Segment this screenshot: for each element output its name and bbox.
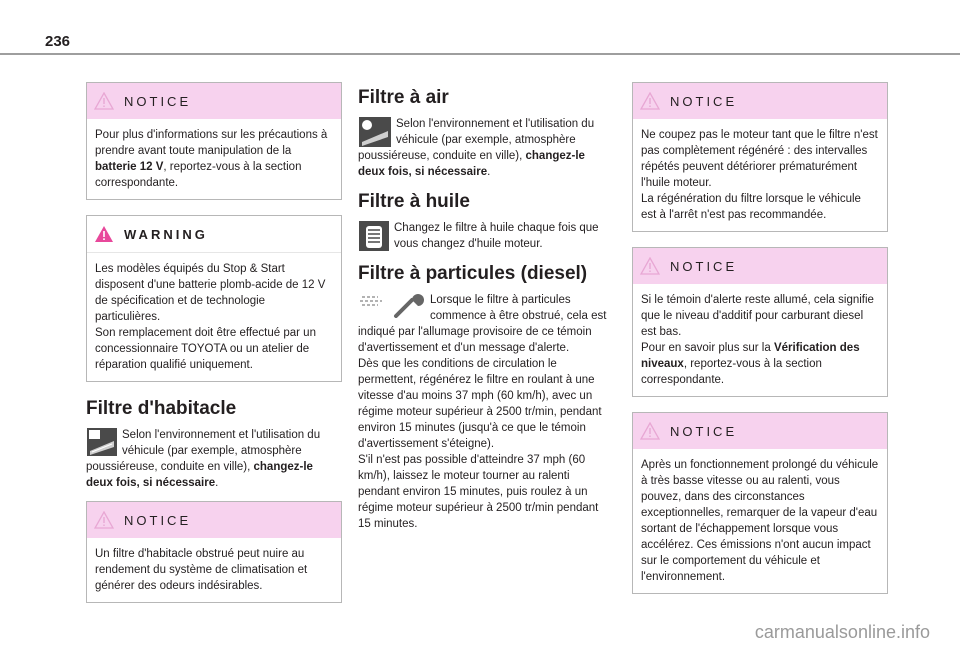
notice-body: Ne coupez pas le moteur tant que le filtre n'est pas complètement régénéré : des intervalles répétés peuvent détériorer prématurément l'huile moteur. La régénération du filtre lorsque le véhicule est à l'arrêt n'est pas recommandée. [641,129,878,221]
oil-filter-text: Changez le filtre à huile chaque fois que vous changez d'huile moteur. [358,220,614,252]
air-filter-text: Selon l'environnement et l'utilisation du véhicule (par exemple, atmosphère poussiéreuse, conduite en ville), changez-le deux fois, si nécessaire. [358,118,595,178]
warning-title: WARNING [124,226,208,242]
notice-body: Si le témoin d'alerte reste allumé, cela signifie que le niveau d'additif pour carburant diesel est bas. Pour en savoir plus sur la Vérification des niveaux, reportez-vous à la section correspondante. [641,294,874,386]
caution-outline-icon [640,92,660,110]
notice-title: NOTICE [124,93,192,109]
page-number: 236 [45,33,71,50]
notice-body: Pour plus d'informations sur les précautions à prendre avant toute manipulation de la batterie 12 V, reportez-vous à la section correspondante. [95,129,328,189]
warning-header [87,216,341,253]
warning-box-stop-start [86,215,342,382]
notice-box-additive [632,247,888,397]
caution-outline-icon [640,257,660,275]
heading-particle-filter: Filtre à particules (diesel) [358,263,588,284]
oil-filter-icon [358,220,390,252]
heading-air-filter: Filtre à air [358,87,449,108]
wrench-icon [392,292,426,318]
notice-header [87,502,341,538]
notice-box-cabin-filter [86,501,342,603]
particle-filter-text: Lorsque le filtre à particules commence à être obstrué, cela est indiqué par l'allumage provisoire de ce témoin d'avertissement et d'un message d'alerte. Dès que les conditions de circulation le permettent, régénérez le filtre en roulant à une vitesse d'au moins 37 mph (60 km/h), avec un régime moteur supérieur à 2500 tr/min, pendant environ 15 minutes (jusqu'à ce que le témoin d'avertissement s'éteigne). S'il n'est pas possible d'atteindre 37 mph (60 km/h), laissez le moteur tourner au ralenti pendant environ 15 minutes, puis roulez à un régime moteur supérieur à 2500 tr/min pendant 15 minutes. [358,294,607,530]
notice-box-battery [86,82,342,200]
middle-column [358,82,614,542]
warning-triangle-icon [94,225,114,243]
notice-box-regeneration [632,82,888,232]
caution-outline-icon [94,92,114,110]
right-column [632,82,888,609]
notice-title: NOTICE [124,512,192,528]
heading-cabin-filter: Filtre d'habitacle [86,398,237,419]
watermark: carmanualsonline.info [754,622,930,642]
notice-header [633,413,887,449]
notice-box-vapour [632,412,888,594]
notice-title: NOTICE [670,93,738,109]
cabin-filter-text: Selon l'environnement et l'utilisation du véhicule (par exemple, atmosphère poussiéreuse, conduite en ville), changez-le deux fois, si nécessaire. [86,429,321,489]
notice-header [633,83,887,119]
notice-title: NOTICE [670,258,738,274]
notice-header [633,248,887,284]
notice-body: Un filtre d'habitacle obstrué peut nuire au rendement du système de climatisation et générer des odeurs indésirables. [95,548,308,592]
heading-oil-filter: Filtre à huile [358,191,470,212]
notice-body: Après un fonctionnement prolongé du véhicule à très basse vitesse ou au ralenti, vous pouvez, dans des circonstances exceptionnelles, remarquer de la vapeur d'eau sortant de l'échappement lorsque vous accélérez. Ces émissions n'ont aucun impact sur le comportement du véhicule et l'environnement. [641,459,879,583]
notice-header [87,83,341,119]
header-rule [0,53,960,55]
notice-title: NOTICE [670,423,738,439]
caution-outline-icon [94,511,114,529]
caution-outline-icon [640,422,660,440]
cabin-filter-icon [86,427,118,457]
air-filter-icon [358,116,392,148]
warning-body: Les modèles équipés du Stop & Start disposent d'une batterie plomb-acide de 12 V de spécification et de technologie particulières. Son remplacement doit être effectué par un concessionnaire TOYOTA ou un atelier de réparation qualifié uniquement. [95,263,326,371]
particle-filter-icon [358,292,388,310]
left-column [86,82,342,618]
